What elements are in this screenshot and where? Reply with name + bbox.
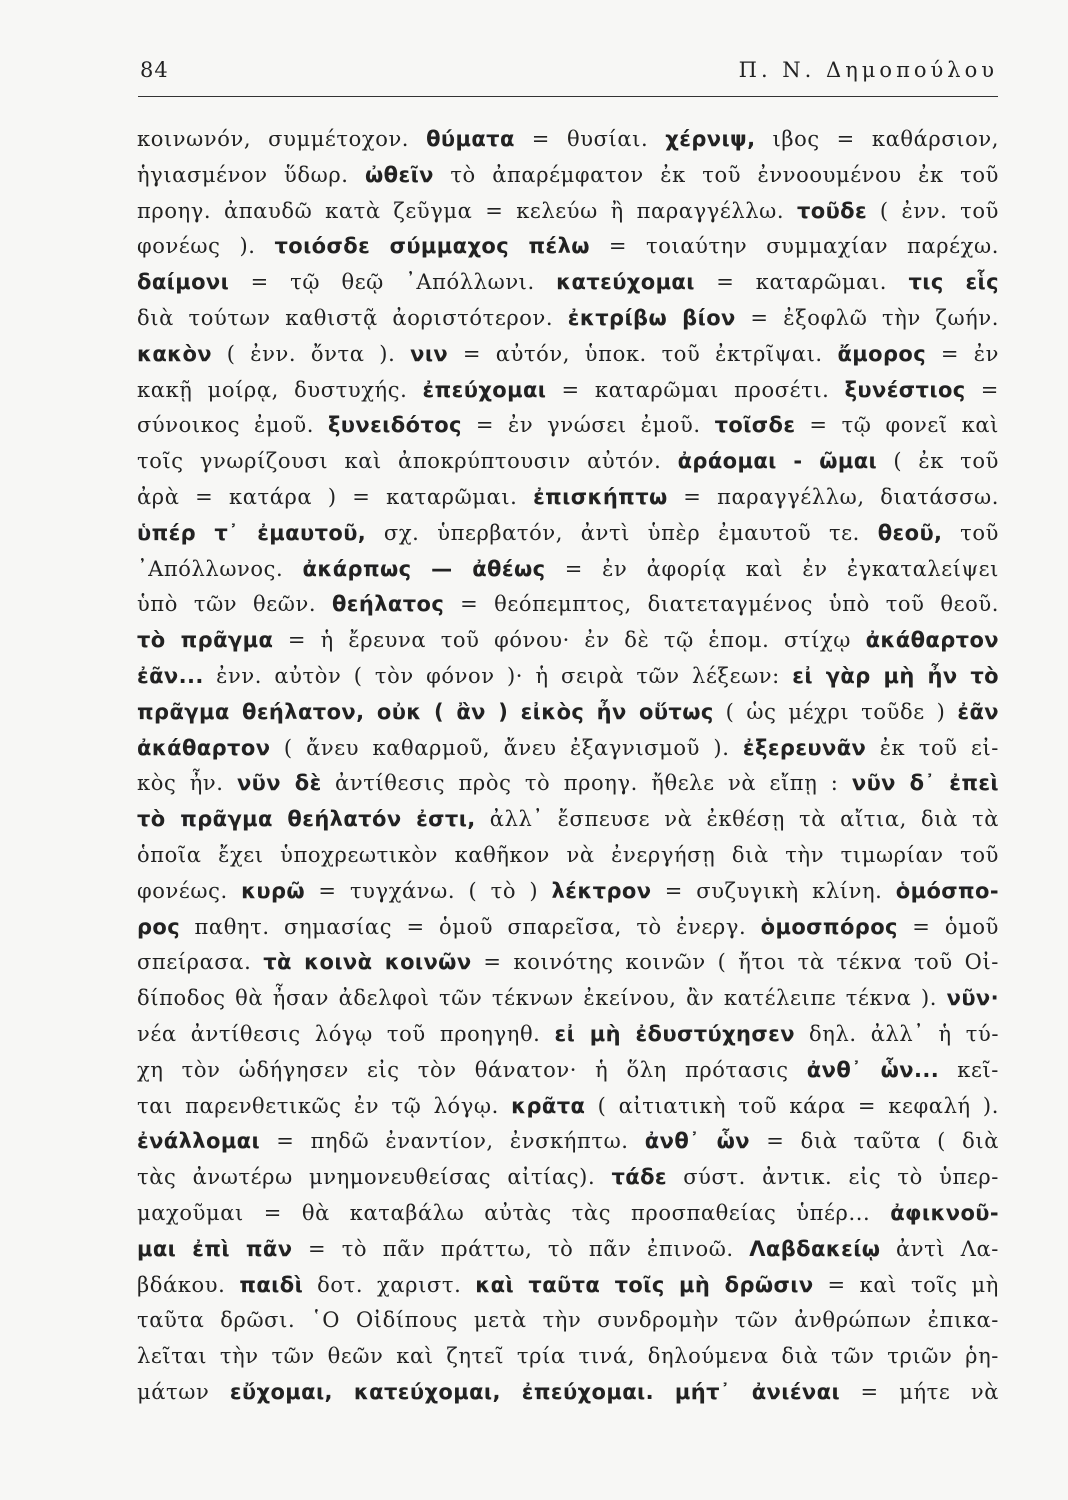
gloss-text: νέα ἀντίθεσις λόγῳ τοῦ προηγηθ. (137, 1021, 555, 1046)
text-line (137, 1303, 999, 1339)
text-line (137, 408, 999, 444)
gloss-text: = διὰ ταῦτα ( διὰ (750, 1129, 999, 1154)
gloss-text: ( ἐκ τοῦ (877, 449, 999, 474)
lemma-term: καὶ ταῦτα τοῖς μὴ δρῶσιν (475, 1272, 814, 1297)
lemma-term: ἀράομαι - ῶμαι (677, 449, 878, 474)
gloss-text: = μήτε νὰ (840, 1379, 999, 1404)
lemma-term: Λαβδακείῳ (749, 1236, 881, 1261)
lemma-term: δαίμονι (137, 270, 230, 295)
lemma-term: κατεύχομαι (556, 270, 695, 295)
lemma-term: ἐᾶν... (137, 663, 204, 688)
lemma-term: νῦν δὲ (236, 771, 322, 796)
text-line (137, 158, 999, 194)
body-text (137, 122, 999, 1411)
lemma-term: ἐκτρίβω βίον (567, 305, 736, 330)
gloss-text: παθητ. σημασίας = ὁμοῦ σπαρεῖσα, τὸ ἐνεργ. (180, 914, 761, 939)
text-line (137, 444, 999, 480)
lemma-term: ἐπισκήπτω (533, 484, 668, 509)
gloss-text: = ἐν ἀφορίᾳ καὶ ἐν ἐγκαταλείψει (545, 556, 999, 581)
text-line (137, 1053, 999, 1089)
gloss-text: σύστ. ἀντικ. εἰς τὸ ὑπερ- (666, 1165, 999, 1190)
gloss-text: = ἐξοφλῶ τὴν ζωήν. (735, 305, 999, 330)
gloss-text: ἡγιασμένον ὕδωρ. (137, 162, 366, 187)
gloss-text: ἀντίθεσις πρὸς τὸ προηγ. ἤθελε νὰ εἴπῃ : (321, 771, 852, 796)
gloss-text: = (965, 377, 999, 402)
gloss-text: διὰ τούτων καθιστᾷ ἀοριστότερον. (137, 305, 568, 330)
text-line (137, 480, 999, 516)
gloss-text: τὰς ἀνωτέρω μνημονευθείσας αἰτίας). (137, 1165, 612, 1190)
text-line (137, 802, 999, 838)
text-line (137, 587, 999, 623)
text-line (137, 1089, 999, 1125)
text-line (137, 838, 999, 874)
gloss-text: λεῖται τὴν τῶν θεῶν καὶ ζητεῖ τρία τινά, δηλούμενα διὰ τῶν τριῶν ῥη- (137, 1344, 999, 1369)
gloss-text: = τὸ πᾶν πράττω, τὸ πᾶν ἐπινοῶ. (292, 1236, 750, 1261)
gloss-text: ( αἰτιατικὴ τοῦ κάρα = κεφαλή ). (585, 1093, 999, 1118)
gloss-text: κεῖ- (939, 1057, 999, 1082)
gloss-text: μάτων (137, 1379, 230, 1404)
gloss-text: = συζυγικὴ κλίνη. (651, 878, 896, 903)
lemma-term: ὁμόσπο- (895, 878, 999, 903)
gloss-text: = καὶ τοῖς μὴ (813, 1272, 999, 1297)
text-line (137, 265, 999, 301)
text-line (137, 1124, 999, 1160)
gloss-text: βδάκου. (137, 1272, 240, 1297)
gloss-text: ἀντὶ Λα- (880, 1236, 999, 1261)
lemma-term: ἀνθ᾿ ὧν... (806, 1057, 940, 1082)
gloss-text: κὸς ἦν. (137, 771, 237, 796)
text-line (137, 1017, 999, 1053)
lemma-term: εἰ μὴ ἐδυστύχησεν (554, 1021, 795, 1046)
lemma-term: τοιόσδε σύμμαχος πέλω (274, 234, 590, 259)
text-line (137, 516, 999, 552)
gloss-text: ( ἐνν. ὄντα ). (212, 341, 411, 366)
gloss-text: = κοινότης κοινῶν ( ἤτοι τὰ τέκνα τοῦ Οἰ- (471, 950, 999, 975)
lemma-term: νῦν· (946, 986, 999, 1011)
lemma-term: τοῖσδε (714, 413, 796, 438)
lemma-term: τὸ πρᾶγμα θεήλατόν ἐστι, (137, 807, 476, 832)
gloss-text: σύνοικος ἐμοῦ. (137, 413, 328, 438)
lemma-term: πρᾶγμα θεήλατον, οὐκ ( ἂν ) εἰκὸς ἦν οὕτως (137, 699, 714, 724)
lemma-term: ἀκάθαρτον (865, 628, 999, 653)
gloss-text: = πηδῶ ἐναντίον, ἐνσκήπτω. (260, 1129, 645, 1154)
gloss-text: ὑπὸ τῶν θεῶν. (137, 592, 332, 617)
gloss-text: φονέως ). (137, 234, 275, 259)
text-line (137, 337, 999, 373)
gloss-text: μαχοῦμαι = θὰ καταβάλω αὐτὰς τὰς προσπαθείας ὑπέρ... (137, 1200, 891, 1225)
text-line (137, 766, 999, 802)
gloss-text: ὁποῖα ἔχει ὑποχρεωτικὸν καθῆκον νὰ ἐνεργήσῃ διὰ τὴν τιμωρίαν τοῦ (137, 842, 999, 867)
lemma-term: ξυνειδότος (327, 413, 462, 438)
gloss-text: = θυσίαι. (514, 127, 666, 151)
lemma-term: ἄμορος (837, 341, 927, 366)
header-rule (138, 96, 998, 97)
gloss-text: ( ἐνν. τοῦ (867, 198, 999, 223)
gloss-text: κακῇ μοίρᾳ, δυστυχής. (137, 377, 423, 402)
text-line (137, 1160, 999, 1196)
gloss-text: τοῖς γνωρίζουσι καὶ ἀποκρύπτουσιν αὐτόν. (137, 449, 678, 474)
gloss-text: = ἐν γνώσει ἐμοῦ. (461, 413, 715, 438)
gloss-text: = παραγγέλλω, διατάσσω. (667, 484, 999, 509)
lemma-term: ἀφικνοῦ- (890, 1200, 999, 1225)
lemma-term: ὁμοσπόρος (760, 914, 898, 939)
gloss-text: σπείρασα. (137, 950, 264, 975)
gloss-text: προηγ. ἀπαυδῶ κατὰ ζεῦγμα = κελεύω ἢ παραγγέλλω. (137, 198, 797, 223)
lemma-term: τις εἷς (908, 270, 999, 295)
gloss-text: ἀλλ᾿ ἔσπευσε νὰ ἐκθέσῃ τὰ αἴτια, διὰ τὰ (475, 807, 999, 832)
gloss-text: = τυγχάνω. ( τὸ ) (305, 878, 552, 903)
text-line (137, 1232, 999, 1268)
gloss-text: = καταρῶμαι. (694, 270, 909, 295)
text-line (137, 1268, 999, 1304)
lemma-term: ξυνέστιος (844, 377, 966, 402)
text-line (137, 659, 999, 695)
lemma-term: νιν (410, 341, 449, 366)
lemma-term: ἀκάθαρτον (137, 735, 271, 760)
text-line (137, 731, 999, 767)
lemma-term: τὰ κοινὰ κοινῶν (263, 950, 472, 975)
gloss-text: ται παρενθετικῶς ἐν τῷ λόγῳ. (137, 1093, 512, 1118)
running-head: Π. Ν. Δημοπούλου (738, 58, 998, 82)
gloss-text: = ἡ ἔρευνα τοῦ φόνου· ἐν δὲ τῷ ἑπομ. στίχῳ (273, 628, 866, 653)
text-line (137, 910, 999, 946)
lemma-term: ἐξερευνᾶν (742, 735, 867, 760)
lemma-term: θύματα (426, 127, 515, 151)
gloss-text: ( ὡς μέχρι τοῦδε ) (713, 699, 958, 724)
lemma-term: τάδε (611, 1165, 667, 1190)
gloss-text: κοινωνόν, συμμέτοχον. (137, 127, 427, 151)
lemma-term: ἀκάρπως — ἀθέως (302, 556, 546, 581)
lemma-term: θεοῦ, (877, 520, 943, 545)
text-line (137, 1339, 999, 1375)
text-line (137, 1375, 999, 1411)
gloss-text: ( ἄνευ καθαρμοῦ, ἄνευ ἐξαγνισμοῦ ). (270, 735, 743, 760)
lemma-term: ἐπεύχομαι (422, 377, 547, 402)
text-line (137, 229, 999, 265)
lemma-term: τὸ πρᾶγμα (137, 628, 274, 653)
gloss-text: δίποδος θὰ ἦσαν ἀδελφοὶ τῶν τέκνων ἐκείνου, ἂν κατέλειπε τέκνα ). (137, 986, 947, 1011)
gloss-text: σχ. ὑπερβατόν, ἀντὶ ὑπὲρ ἐμαυτοῦ τε. (366, 520, 878, 545)
gloss-text: φονέως. (137, 878, 242, 903)
gloss-text: ταῦτα δρῶσι. ῾Ο Οἰδίπους μετὰ τὴν συνδρομὴν τῶν ἀνθρώπων ἐπικα- (137, 1308, 999, 1333)
text-line (137, 981, 999, 1017)
text-line (137, 945, 999, 981)
gloss-text: ἀρὰ = κατάρα ) = καταρῶμαι. (137, 484, 534, 509)
gloss-text: = καταρῶμαι προσέτι. (546, 377, 845, 402)
text-line (137, 122, 999, 158)
text-line (137, 373, 999, 409)
gloss-text: = τοιαύτην συμμαχίαν παρέχω. (589, 234, 999, 259)
gloss-text: ᾿Απόλλωνος. (137, 556, 303, 581)
gloss-text: ιβος = καθάρσιον, (755, 127, 999, 151)
gloss-text: = τῷ φονεῖ καὶ (795, 413, 999, 438)
lemma-term: ἐνάλλομαι (137, 1129, 261, 1154)
lemma-term: θεήλατος (331, 592, 445, 617)
lemma-term: κυρῶ (241, 878, 306, 903)
lemma-term: λέκτρον (551, 878, 652, 903)
page-number: 84 (140, 58, 169, 82)
gloss-text: τὸ ἀπαρέμφατον ἐκ τοῦ ἐννοουμένου ἐκ τοῦ (433, 162, 999, 187)
lemma-term: εὔχομαι, κατεύχομαι, ἐπεύχομαι. μήτ᾿ ἀνιέναι (229, 1379, 841, 1404)
lemma-term: ἐᾶν (957, 699, 999, 724)
lemma-term: ὠθεῖν (365, 162, 434, 187)
lemma-term: ἀνθ᾿ ὧν (644, 1129, 751, 1154)
lemma-term: παιδὶ (239, 1272, 304, 1297)
gloss-text: = θεόπεμπτος, διατεταγμένος ὑπὸ τοῦ θεοῦ. (444, 592, 999, 617)
gloss-text: δηλ. ἀλλ᾿ ἡ τύ- (794, 1021, 999, 1046)
gloss-text: χη τὸν ὡδήγησεν εἰς τὸν θάνατον· ἡ ὅλη πρότασις (137, 1057, 807, 1082)
text-line (137, 695, 999, 731)
lemma-term: νῦν δ᾿ ἐπεὶ (851, 771, 999, 796)
text-line (137, 623, 999, 659)
lemma-term: κρᾶτα (511, 1093, 586, 1118)
gloss-text: τοῦ (942, 520, 999, 545)
gloss-text: = αὐτόν, ὑποκ. τοῦ ἐκτρῖψαι. (448, 341, 838, 366)
gloss-text: = ὁμοῦ (897, 914, 999, 939)
text-line (137, 194, 999, 230)
text-line (137, 552, 999, 588)
lemma-term: κακὸν (137, 341, 212, 366)
text-line (137, 1196, 999, 1232)
lemma-term: τοῦδε (796, 198, 868, 223)
gloss-text: ἐνν. αὐτὸν ( τὸν φόνον )· ἡ σειρὰ τῶν λέξεων: (203, 663, 793, 688)
lemma-term: χέρνιψ, (665, 127, 756, 151)
lemma-term: ὑπέρ τ᾿ ἐμαυτοῦ, (137, 520, 367, 545)
gloss-text: δοτ. χαριστ. (303, 1272, 476, 1297)
gloss-text: = τῷ θεῷ ᾿Απόλλωνι. (229, 270, 557, 295)
lemma-term: εἰ γὰρ μὴ ἦν τὸ (792, 663, 999, 688)
gloss-text: ἐκ τοῦ εἰ- (866, 735, 999, 760)
lemma-term: μαι ἐπὶ πᾶν (137, 1236, 293, 1261)
text-line (137, 301, 999, 337)
lemma-term: ρος (137, 914, 181, 939)
gloss-text: = ἐν (926, 341, 999, 366)
text-line (137, 874, 999, 910)
